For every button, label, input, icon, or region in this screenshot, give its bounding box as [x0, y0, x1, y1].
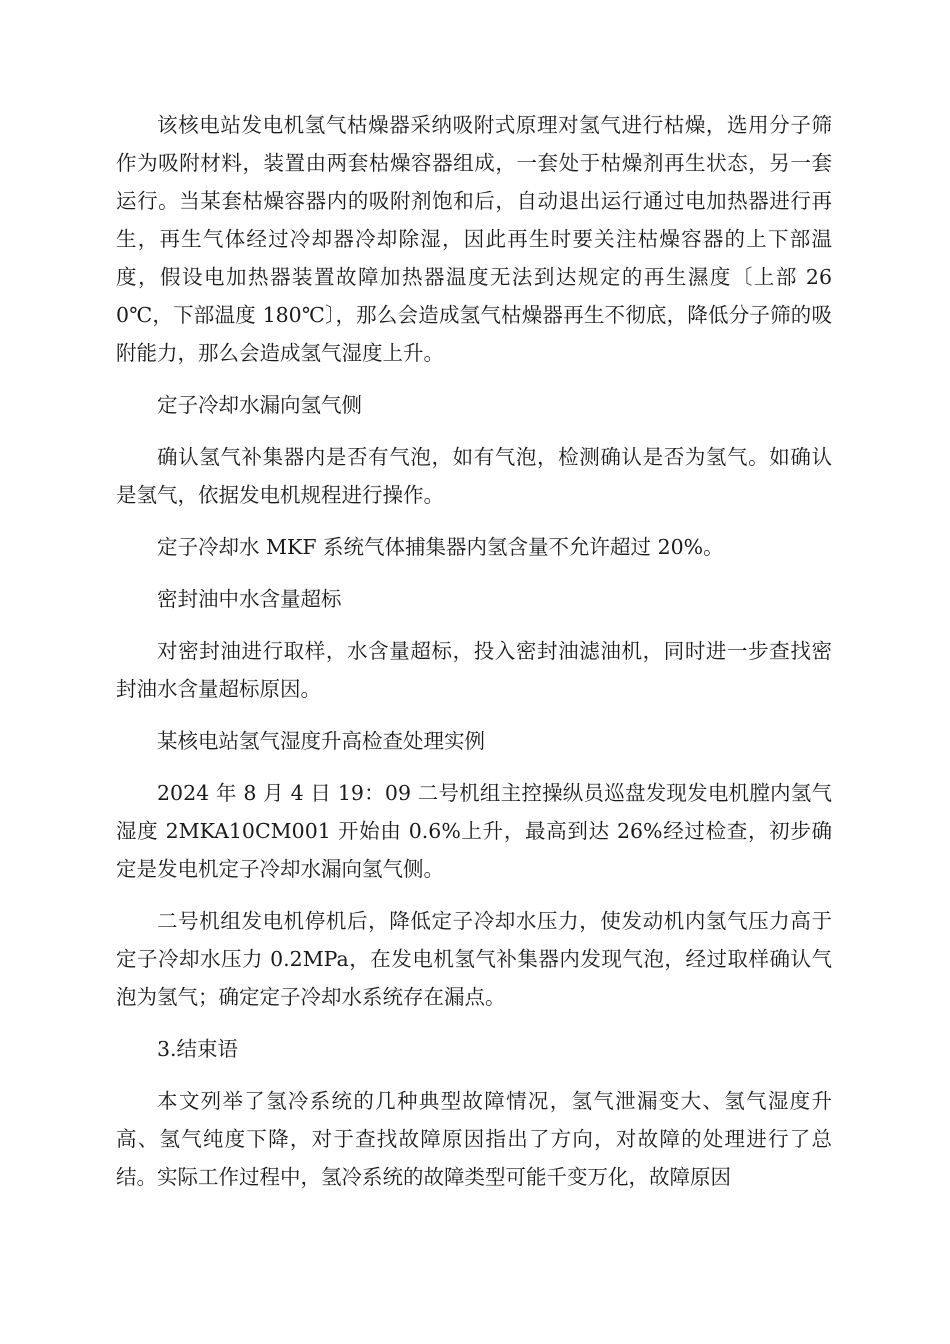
heading-case-example: 某核电站氢气湿度升高检查处理实例 [157, 729, 485, 753]
paragraph-mkf-hydrogen-limit: 定子冷却水 MKF 系统气体捕集器内氢含量不允许超过 20%。 [157, 535, 724, 559]
paragraph-dryer-regeneration: 该核电站发电机氢气枯燥器采纳吸附式原理对氢气进行枯燥，选用分子筛作为吸附材料，装置由两套枯燥容器组成，一套处于枯燥剂再生状态，另一套运行。当某套枯燥容器内的吸附剂饱和后，自动退出运行通过电加热器进行再生，再生气体经过冷却器冷却除湿，因此再生时要关注枯燥容器的上下部温度，假设电加热器装置故障加热器温度无法到达规定的再生濕度〔上部 260℃，下部温度 180℃〕，那么会造成氢气枯燥器再生不彻底，降低分子筛的吸附能力，那么会造成氢气湿度上升。 [116, 113, 832, 365]
paragraph-case-confirmation: 二号机组发电机停机后，降低定子冷却水压力，使发动机内氢气压力高于定子冷却水压力 0.2MPa，在发电机氢气补集器内发现气泡，经过取样确认气泡为氢气；确定定子冷却水系统存在漏点。 [116, 909, 832, 1009]
paragraph-seal-oil-sampling: 对密封油进行取样，水含量超标，投入密封油滤油机，同时进一步查找密封油水含量超标原因。 [116, 639, 832, 701]
heading-conclusion: 3.结束语 [157, 1037, 239, 1061]
paragraph-confirm-hydrogen-bubbles: 确认氢气补集器内是否有气泡，如有气泡，检测确认是否为氢气。如确认是氢气，依据发电机规程进行操作。 [116, 445, 832, 507]
document-page [116, 106, 832, 1210]
paragraph-case-event: 2024 年 8 月 4 日 19：09 二号机组主控操纵员巡盘发现发电机膛内氢气湿度 2MKA10CM001 开始由 0.6%上升，最高到达 26%经过检查，初步确定是发电机定子冷却水漏向氢气侧。 [116, 781, 832, 881]
heading-seal-oil-water-content: 密封油中水含量超标 [157, 587, 342, 611]
heading-stator-cooling-water-leak: 定子冷却水漏向氢气侧 [157, 393, 362, 417]
paragraph-conclusion: 本文列举了氢冷系统的几种典型故障情况，氢气泄漏变大、氢气湿度升高、氢气纯度下降，对于查找故障原因指出了方向，对故障的处理进行了总结。实际工作过程中，氢冷系统的故障类型可能千变万化，故障原因 [116, 1089, 832, 1189]
